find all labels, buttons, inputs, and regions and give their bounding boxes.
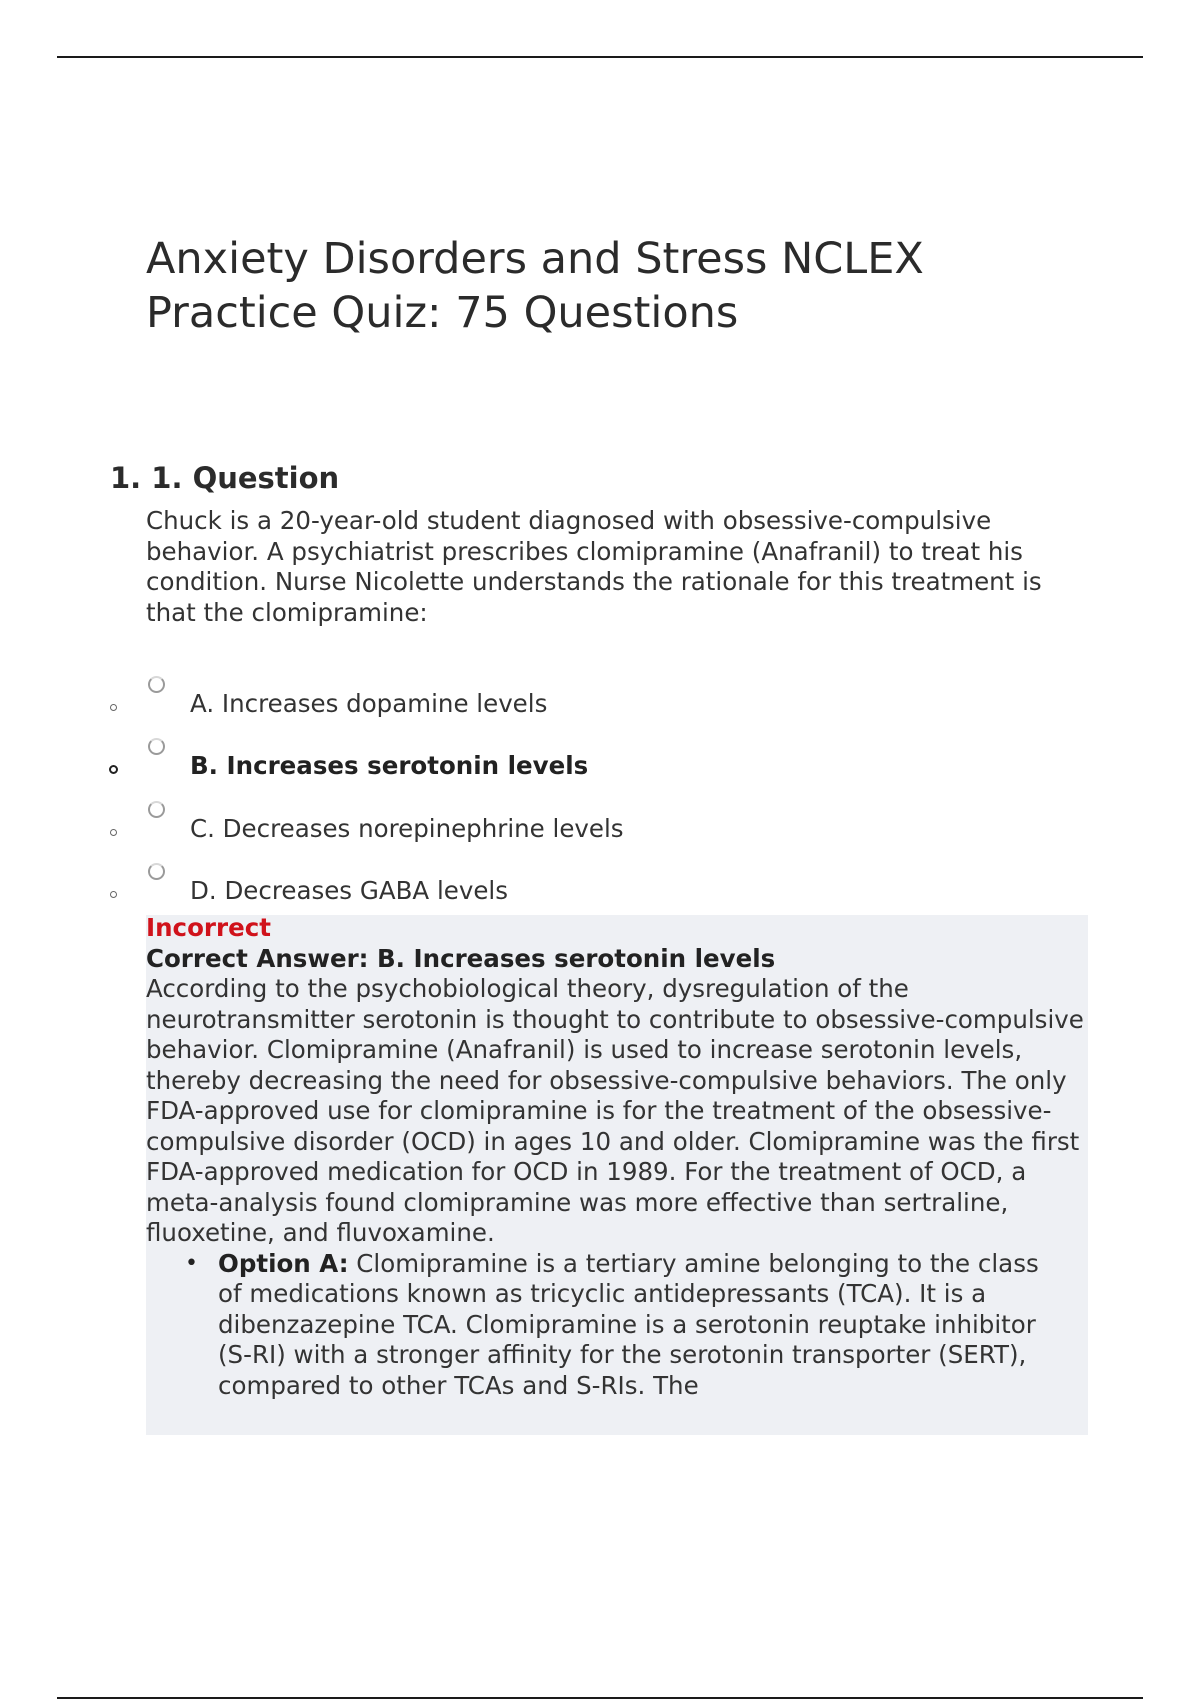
rationale-item [185, 1248, 1070, 1401]
list-bullet-icon [109, 765, 118, 774]
answer-option-c[interactable] [0, 801, 800, 851]
answer-option-label[interactable]: C. Decreases norepinephrine levels [190, 814, 624, 843]
rationale-option-label: Option A: [218, 1248, 349, 1278]
bottom-rule [57, 1697, 1143, 1699]
list-bullet-icon [110, 829, 117, 836]
list-bullet-icon [110, 704, 117, 711]
page-title: Anxiety Disorders and Stress NCLEX Practice Quiz: 75 Questions [146, 234, 924, 338]
radio-button-icon[interactable] [148, 738, 165, 755]
radio-button-icon[interactable] [148, 676, 165, 693]
question-text: Chuck is a 20-year-old student diagnosed with obsessive-compulsive behavior. A psychiatrist prescribes clomipramine (Anafranil) to treat his condition. Nurse Nicolette understands the rationale for this treatment is that the clomipramine: [146, 506, 1042, 627]
question-heading: 1. 1. Question [110, 461, 340, 495]
rationale-list [146, 1249, 1088, 1401]
answer-option-label[interactable]: D. Decreases GABA levels [190, 876, 508, 905]
answer-option-a[interactable] [0, 676, 800, 726]
bullet-icon: • [185, 1250, 198, 1276]
correct-answer-label: Correct Answer: B. Increases serotonin levels [146, 943, 776, 973]
feedback-content [146, 913, 1088, 1401]
answer-option-d[interactable] [0, 863, 800, 913]
answer-option-label[interactable]: A. Increases dopamine levels [190, 689, 548, 718]
radio-button-icon[interactable] [148, 863, 165, 880]
answer-option-label[interactable]: B. Increases serotonin levels [190, 751, 589, 780]
list-bullet-icon [110, 891, 117, 898]
radio-button-icon[interactable] [148, 801, 165, 818]
verdict-label: Incorrect [146, 913, 271, 942]
rationale-option-text: Clomipramine is a tertiary amine belonging to the class of medications known as tricyclic antidepressants (TCA). It is a dibenzazepine TCA. Clomipramine is a serotonin reuptake inhibitor (S-RI) with a stronger affinity for the serotonin transporter (SERT), compared to other TCAs and S-RIs. The [218, 1248, 1039, 1400]
answer-option-b[interactable] [0, 738, 800, 788]
top-rule [57, 56, 1143, 58]
explanation-text: According to the psychobiological theory, dysregulation of the neurotransmitter serotonin is thought to contribute to obsessive-compulsive behavior. Clomipramine (Anafranil) is used to increase serotonin levels, thereby decreasing the need for obsessive-compulsive behaviors. The only FDA-approved use for clomipramine is for the treatment of the obsessive-compulsive disorder (OCD) in ages 10 and older. Clomipramine was the first FDA-approved medication for OCD in 1989. For the treatment of OCD, a meta-analysis found clomipramine was more effective than sertraline, fluoxetine, and fluvoxamine. [146, 974, 1084, 1247]
